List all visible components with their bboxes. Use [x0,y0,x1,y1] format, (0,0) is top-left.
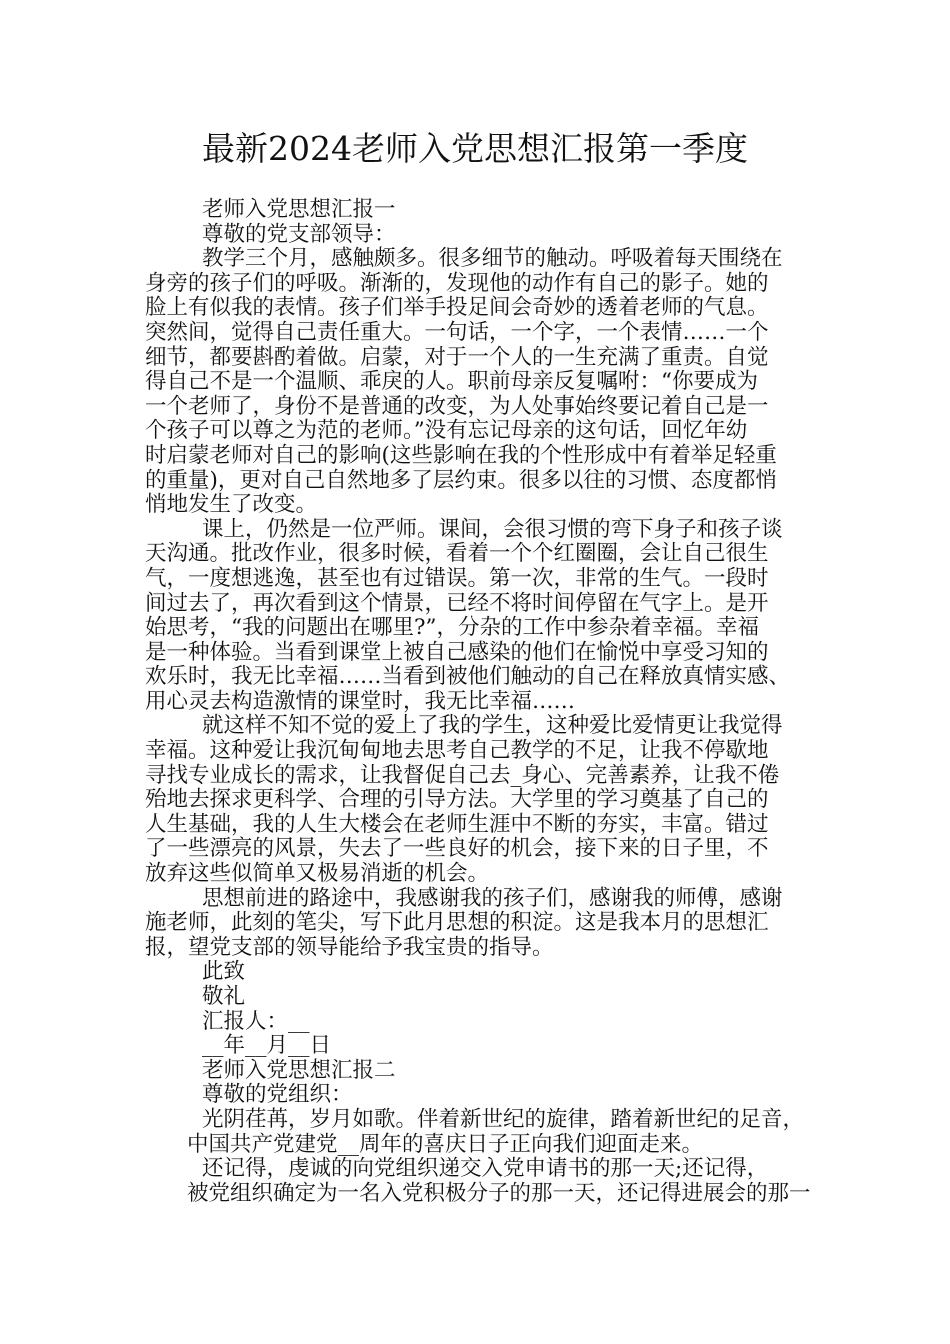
text-line: 光阴荏苒，岁月如歌。伴着新世纪的旋律，踏着新世纪的足音， [202,1106,805,1132]
text-line: 天沟通。批改作业，很多时候，看着一个个红圈圈，会让自己很生 [145,541,769,567]
text-line: 放弃这些似简单又极易消逝的机会。 [145,861,490,887]
text-line: 尊敬的党支部领导： [202,221,396,247]
text-line: 还记得，虔诚的向党组织递交入党申请书的那一天;还记得， [202,1156,769,1182]
text-line: 寻找专业成长的需求，让我督促自己去_身心、完善素养，让我不倦 [145,762,780,788]
text-line: 身旁的孩子们的呼吸。渐渐的，发现他的动作有自己的影子。她的 [145,270,769,296]
text-line: 此致 [202,959,246,985]
text-line: 中国共产党建党__周年的喜庆日子正向我们迎面走来。 [187,1131,704,1157]
text-line: 间过去了，再次看到这个情景，已经不将时间停留在气字上。是开 [145,590,769,616]
text-line: 施老师，此刻的笔尖，写下此月思想的积淀。这是我本月的思想汇 [145,910,769,936]
text-line: 用心灵去构造激情的课堂时，我无比幸福…… [145,688,576,714]
document-body [145,198,810,1206]
text-line: 脸上有似我的表情。孩子们举手投足间会奇妙的透着老师的气息。 [145,295,769,321]
text-line: 汇报人：__ [202,1008,310,1034]
text-line: 了一些漂亮的风景，失去了一些良好的机会，接下来的日子里，不 [145,836,769,862]
text-line: 一个老师了，身份不是普通的改变，为人处事始终要记着自己是一 [145,393,769,419]
text-line: 敬礼 [202,984,246,1009]
text-line: 尊敬的党组织： [202,1082,353,1108]
text-line: 报，望党支部的领导能给予我宝贵的指导。 [145,934,554,960]
text-line: 人生基础，我的人生大楼会在老师生涯中不断的夯实，丰富。错过 [145,811,769,837]
text-line: 的重量)，更对自己自然地多了层约束。很多以往的习惯、态度都悄 [145,467,777,493]
text-line: 教学三个月，感触颇多。很多细节的触动。呼吸着每天围绕在 [202,246,783,272]
text-line: 时启蒙老师对自己的影响(这些影响在我的个性形成中有着举足轻重 [145,442,777,468]
text-line: 个孩子可以尊之为范的老师。”没有忘记母亲的这句话，回忆年幼 [145,418,748,444]
text-line: 课上，仍然是一位严师。课间，会很习惯的弯下身子和孩子谈 [202,516,783,542]
text-line: 就这样不知不觉的爱上了我的学生，这种爱比爱情更让我觉得 [202,713,783,739]
text-line: 老师入党思想汇报一 [202,197,396,222]
text-line: 殆地去探求更科学、合理的引导方法。大学里的学习奠基了自己的 [145,787,769,813]
text-line: 得自己不是一个温顺、乖戾的人。职前母亲反复嘱咐：“你要成为 [145,369,758,395]
text-line: 幸福。这种爱让我沉甸甸地去思考自己教学的不足，让我不停歇地 [145,738,769,764]
document-title: 最新2024老师入党思想汇报第一季度 [202,129,748,168]
text-line: 细节，都要斟酌着做。启蒙，对于一个人的一生充满了重责。自觉 [145,344,769,370]
text-line: 是一种体验。当看到课堂上被自己感染的他们在愉悦中享受习知的 [145,639,769,665]
text-line: 被党组织确定为一名入党积极分子的那一天，还记得进展会的那一 [187,1180,811,1206]
text-line: 突然间，觉得自己责任重大。一句话，一个字，一个表情……一个 [145,319,769,345]
text-line: 思想前进的路途中，我感谢我的孩子们，感谢我的师傅，感谢 [202,885,783,911]
text-line: __年__月__日 [202,1033,332,1059]
text-line: 老师入党思想汇报二 [202,1057,396,1083]
text-line: 欢乐时，我无比幸福……当看到被他们触动的自己在释放真情实感、 [145,664,791,690]
text-line: 悄地发生了改变。 [145,492,318,518]
text-line: 始思考，“我的问题出在哪里?”，分杂的工作中参杂着幸福。幸福 [145,615,760,641]
text-line: 气，一度想逃逸，甚至也有过错误。第一次，非常的生气。一段时 [145,565,769,591]
